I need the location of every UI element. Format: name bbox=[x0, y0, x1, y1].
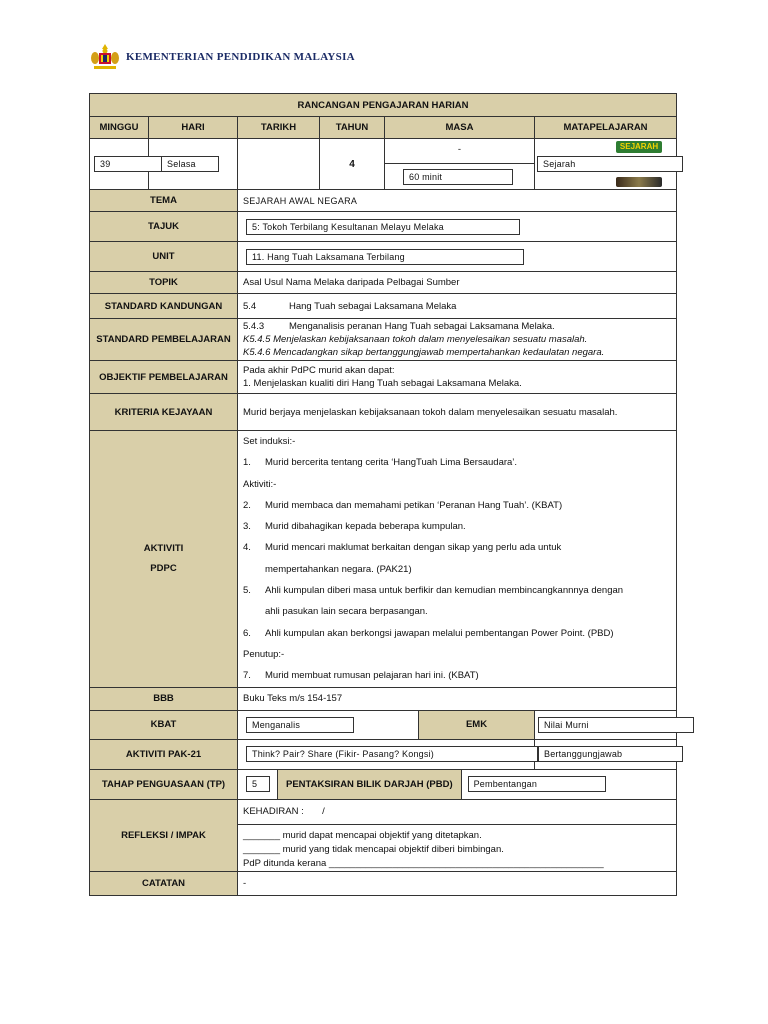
activity-item: 7. Murid membuat rumusan pelajaran hari ini. (KBAT) bbox=[243, 670, 479, 682]
pbd-field[interactable]: Pembentangan bbox=[468, 776, 606, 792]
tema-value: SEJARAH AWAL NEGARA bbox=[238, 190, 677, 212]
emk-label: EMK bbox=[419, 710, 535, 739]
matapelajaran-cell bbox=[535, 139, 677, 190]
refleksi-line3: PdP ditunda kerana ____________________________________________________ bbox=[243, 857, 604, 869]
topik-value: Asal Usul Nama Melaka daripada Pelbagai Sumber bbox=[238, 272, 677, 294]
table-title: RANCANGAN PENGAJARAN HARIAN bbox=[90, 94, 677, 117]
unit-label: UNIT bbox=[90, 242, 238, 272]
objektif-cell bbox=[238, 361, 677, 394]
pbd-label: PENTAKSIRAN BILIK DARJAH (PBD) bbox=[277, 770, 462, 799]
refleksi-line1: _______ murid dapat mencapai objektif yang ditetapkan. bbox=[243, 829, 482, 841]
minggu-cell bbox=[90, 139, 149, 190]
sk-text: Hang Tuah sebagai Laksamana Melaka bbox=[289, 300, 457, 312]
objektif-label: OBJEKTIF PEMBELAJARAN bbox=[90, 361, 238, 394]
aktiviti-label-2: PDPC bbox=[150, 562, 177, 574]
aktiviti-label bbox=[90, 431, 238, 688]
pak21-field-2[interactable]: Bertanggungjawab bbox=[538, 746, 683, 762]
activity-item: 6. Ahli kumpulan akan berkongsi jawapan melalui pembentangan Power Point. (PBD) bbox=[243, 627, 614, 639]
unit-cell bbox=[238, 242, 677, 272]
subject-image bbox=[616, 177, 662, 187]
tema-label: TEMA bbox=[90, 190, 238, 212]
sk-label: STANDARD KANDUNGAN bbox=[90, 294, 238, 319]
pak21-field[interactable]: Think? Pair? Share (Fikir- Pasang? Kongsi) bbox=[246, 746, 538, 762]
sp-code: 5.4.3 bbox=[243, 321, 265, 332]
tajuk-field[interactable]: 5: Tokoh Terbilang Kesultanan Melayu Melaka bbox=[246, 219, 520, 235]
col-tahun: TAHUN bbox=[320, 117, 385, 139]
unit-field[interactable]: 11. Hang Tuah Laksamana Terbilang bbox=[246, 249, 524, 265]
ministry-name: KEMENTERIAN PENDIDIKAN MALAYSIA bbox=[126, 51, 355, 63]
page-header bbox=[90, 42, 355, 72]
tajuk-cell bbox=[238, 212, 677, 242]
penutup-heading: Penutup:- bbox=[243, 648, 285, 660]
sp-line3: K5.4.6 Mencadangkan sikap bertanggungjawab mempertahankan kedaulatan negara. bbox=[243, 347, 605, 358]
objektif-line1: Pada akhir PdPC murid akan dapat: bbox=[243, 365, 395, 376]
lesson-plan-table bbox=[89, 93, 677, 896]
pak21-label: AKTIVITI PAK-21 bbox=[90, 739, 238, 769]
activity-item: 5. Ahli kumpulan diberi masa untuk berfikir dan kemudian membincangkannnya dengan bbox=[243, 585, 624, 597]
malaysia-crest-icon bbox=[90, 43, 120, 71]
activity-item: 2. Murid membaca dan memahami petikan ‘Peranan Hang Tuah’. (KBAT) bbox=[243, 499, 563, 511]
aktiviti-label-1: AKTIVITI bbox=[143, 542, 184, 554]
col-hari: HARI bbox=[149, 117, 238, 139]
hari-cell bbox=[149, 139, 238, 190]
tajuk-label: TAJUK bbox=[90, 212, 238, 242]
tp-label: TAHAP PENGUASAAN (TP) bbox=[90, 769, 238, 799]
col-tarikh: TARIKH bbox=[238, 117, 320, 139]
aktiviti-cell bbox=[238, 431, 677, 688]
emk-field[interactable]: Nilai Murni bbox=[538, 717, 694, 733]
catatan-label: CATATAN bbox=[90, 871, 238, 895]
col-minggu: MINGGU bbox=[90, 117, 149, 139]
sk-code: 5.4 bbox=[243, 300, 257, 312]
emk-cell bbox=[535, 710, 677, 739]
catatan-value: - bbox=[238, 871, 677, 895]
activity-item: 4. Murid mencari maklumat berkaitan dengan sikap yang perlu ada untuk bbox=[243, 542, 562, 554]
masa-range[interactable]: - bbox=[385, 139, 534, 164]
hari-field[interactable]: Selasa bbox=[161, 156, 219, 172]
pak21-cell-2 bbox=[535, 739, 677, 769]
refleksi-cell bbox=[238, 799, 677, 871]
activity-item-cont: mempertahankan negara. (PAK21) bbox=[265, 563, 412, 575]
refleksi-label: REFLEKSI / IMPAK bbox=[90, 799, 238, 871]
aktiviti-heading: Aktiviti:- bbox=[243, 478, 277, 490]
sp-line1: Menganalisis peranan Hang Tuah sebagai Laksamana Melaka. bbox=[289, 321, 555, 332]
set-induksi: Set induksi:- bbox=[243, 436, 296, 447]
kbat-label: KBAT bbox=[90, 710, 238, 739]
sk-cell bbox=[238, 294, 677, 319]
activity-item-cont: ahli pasukan lain secara berpasangan. bbox=[265, 606, 428, 618]
kriteria-value: Murid berjaya menjelaskan kebijaksanaan tokoh dalam menyelesaikan sesuatu masalah. bbox=[238, 394, 677, 431]
tarikh-cell[interactable] bbox=[238, 139, 320, 190]
kriteria-label: KRITERIA KEJAYAAN bbox=[90, 394, 238, 431]
sp-line2: K5.4.5 Menjelaskan kebijaksanaan tokoh dalam menyelesaikan sesuatu masalah. bbox=[243, 334, 588, 345]
kbat-cell bbox=[238, 710, 419, 739]
bbb-label: BBB bbox=[90, 687, 238, 710]
refleksi-line2: _______ murid yang tidak mencapai objektif diberi bimbingan. bbox=[243, 843, 504, 855]
col-masa: MASA bbox=[385, 117, 535, 139]
activity-item: 3. Murid dibahagikan kepada beberapa kumpulan. bbox=[243, 521, 466, 533]
subject-badge: SEJARAH bbox=[616, 141, 662, 153]
kbat-field[interactable]: Menganalis bbox=[246, 717, 354, 733]
activity-item: 1. Murid bercerita tentang cerita ‘HangTuah Lima Bersaudara’. bbox=[243, 457, 518, 469]
bbb-value: Buku Teks m/s 154-157 bbox=[238, 687, 677, 710]
tp-field[interactable]: 5 bbox=[246, 776, 270, 792]
col-matapelajaran: MATAPELAJARAN bbox=[535, 117, 677, 139]
tp-cell bbox=[238, 769, 677, 799]
minggu-field[interactable]: 39 bbox=[94, 156, 166, 172]
pak21-cell bbox=[238, 739, 535, 769]
tahun-value[interactable]: 4 bbox=[320, 139, 385, 190]
masa-cell bbox=[385, 139, 535, 190]
kehadiran: KEHADIRAN : / bbox=[238, 800, 676, 825]
matapelajaran-field[interactable]: Sejarah bbox=[537, 156, 683, 172]
topik-label: TOPIK bbox=[90, 272, 238, 294]
sp-cell bbox=[238, 319, 677, 361]
masa-duration-field[interactable]: 60 minit bbox=[403, 169, 513, 185]
sp-label: STANDARD PEMBELAJARAN bbox=[90, 319, 238, 361]
objektif-line2: 1. Menjelaskan kualiti diri Hang Tuah sebagai Laksamana Melaka. bbox=[243, 378, 522, 389]
